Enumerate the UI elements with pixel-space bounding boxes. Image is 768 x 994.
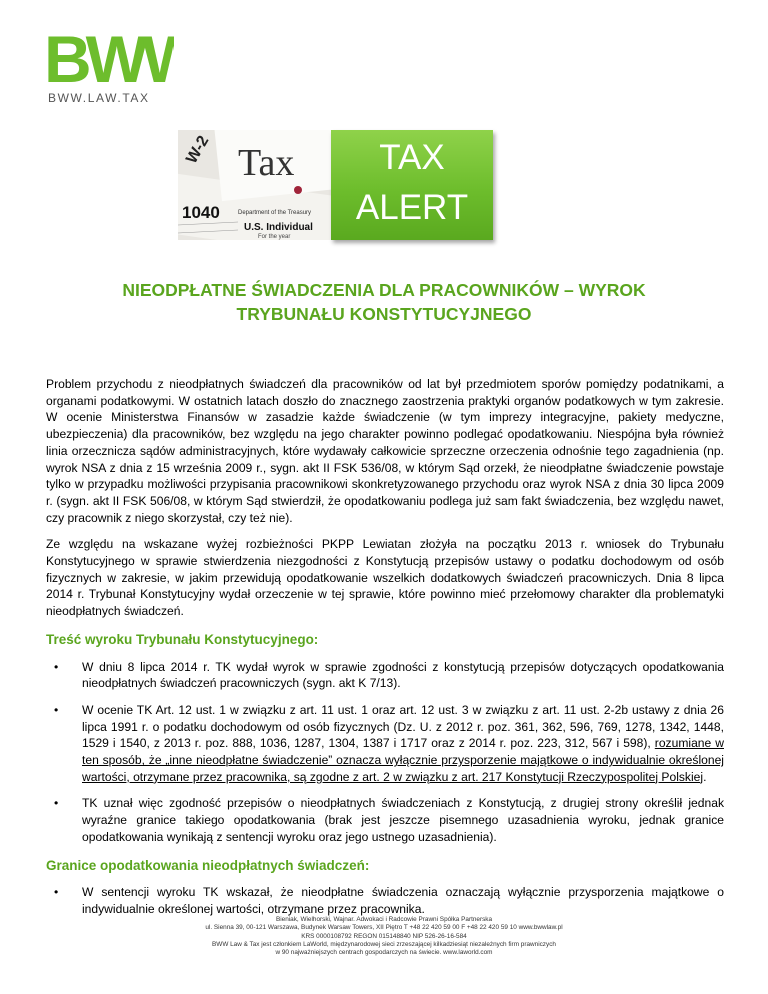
paragraph: Ze względu na wskazane wyżej rozbieżności PKPP Lewiatan złożyła na początku 2013 r. wniosek do Trybunału Konstytucyjnego w sprawie stwierdzenia niezgodności z Konstytucją przepisów ustawy o podatku dochodowym od osób fizycznych w zakresie, w jakim przewidują opodatkowanie wszelkich dodatkowych świadczeń pracowniczych. Dnia 8 lipca 2014 r. Trybunał Konstytucyjny wydał orzeczenie w tej sprawie, które powinno mieć przełomowy charakter dla problematyki nieodpłatnych świadczeń. <box>46 537 724 619</box>
svg-text:U.S. Individual: U.S. Individual <box>244 222 313 233</box>
list-item: • TK uznał więc zgodność przepisów o nieodpłatnych świadczeniach z Konstytucją, z drugiej strony określił jednak wyraźne granice takiego opodatkowania (brak jest jeszcze pisemnego uzasadnienia wyroku, jednak granice opodatkowania wynikają z sentencji wyroku oraz jego ustnego uzasadnienia). <box>54 796 724 844</box>
banner-line-1: TAX <box>379 138 445 177</box>
footer-line: Bieniak, Wielhorski, Wajnar. Adwokaci i Radcowie Prawni Spółka Partnerska <box>275 916 493 923</box>
bullet-icon: • <box>54 702 59 717</box>
tax-alert-banner <box>331 130 493 240</box>
footer-line: ul. Sienna 39, 00-121 Warszawa, Budynek Warsaw Towers, XII Piętro T +48 22 420 59 00 F +48 22 420 59 10 www.bwwlaw.pl <box>205 924 563 932</box>
title-line-2: TRYBUNAŁU KONSTYTUCYJNEGO <box>236 304 532 324</box>
footer-line: KRS 0000108792 REGON 015148840 NIP 526-26-16-584 <box>301 932 467 940</box>
banner-line-2: ALERT <box>355 188 469 227</box>
footer-line: w 90 najważniejszych centrach gospodarczych na świecie. www.laworld.com <box>275 949 493 957</box>
bullet-list <box>46 659 724 846</box>
list-item: • W ocenie TK Art. 12 ust. 1 w związku z art. 11 ust. 1 oraz art. 12 ust. 3 w związku z art. 11 ust. 2-2b ustawy z dnia 26 lipca 1991 r. o podatku dochodowym od osób fizycznych (Dz. U. z 2012 r. poz. 361, 362, 596, 769, 1278, 1342, 1448, 1529 i 1540, z 2013 r. poz. 888, 1036, 1287, 1304, 1387 i 1717 oraz z 2014 r. poz. 223, 312, 567 i 598), rozumiane w ten sposób, że „inne nieodpłatne świadczenie” oznacza wyłącznie przysporzenie majątkowe o indywidualnie określonej wartości, otrzymane przez pracownika, są zgodne z art. 2 w związku z art. 217 Konstytucji Rzeczypospolitej Polskiej. <box>54 702 724 784</box>
logo-tagline: BWW.LAW.TAX <box>48 91 150 105</box>
page-footer <box>0 916 768 957</box>
bww-logo-mark <box>44 28 174 90</box>
bullet-icon: • <box>54 659 59 674</box>
bullet-icon: • <box>54 796 59 811</box>
list-item: • W sentencji wyroku TK wskazał, że nieodpłatne świadczenia oznaczają wyłącznie przysporzenia majątkowe o indywidualnie określonej wartości, otrzymane przez pracownika. <box>54 885 724 916</box>
section-heading: Granice opodatkowania nieodpłatnych świadczeń: <box>46 857 370 873</box>
svg-text:W-2: W-2 <box>183 133 213 167</box>
svg-text:Department of the Treasury: Department of the Treasury <box>238 210 312 216</box>
section-heading: Treść wyroku Trybunału Konstytucyjnego: <box>46 631 319 647</box>
article-body <box>46 376 724 928</box>
underlined-ruling: rozumiane w ten sposób, że „inne nieodpłatne świadczenie” oznacza wyłącznie przysporzenie majątkowe o indywidualnie określonej wartości, otrzymane przez pracownika, są zgodne z art. 2 w związku z art. 217 Konstytucji Rzeczypospolitej Polskiej <box>82 736 724 784</box>
footer-line: BWW Law & Tax jest członkiem LaWorld, międzynarodowej sieci zrzeszającej kilkadziesiąt niezależnych firm prawniczych <box>212 940 556 948</box>
bullet-list <box>46 884 724 917</box>
paragraph: Problem przychodu z nieodpłatnych świadczeń dla pracowników od lat był przedmiotem sporów pomiędzy podatnikami, a organami podatkowymi. W ostatnich latach doszło do znacznego zaostrzenia praktyki organów podatkowych w tym zakresie. W ocenie Ministerstwa Finansów w zasadzie każde świadczenie (w tym imprezy integracyjne, pakiety medyczne, ubezpieczenia) dla pracowników, bez względu na jego charakter powinno podlegać opodatkowaniu. Niespójna była również linia orzecznicza sądów administracyjnych, które wydawały całkowicie sprzeczne orzeczenia odnośnie tego zagadnienia (np. wyrok NSA z dnia z 15 września 2009 r., sygn. akt II FSK 536/08, w którym Sąd orzekł, że nieodpłatne świadczenie powstaje tylko w przypadku możliwości przypisania pracownikowi skonkretyzowanego przychodu oraz wyrok NSA z dnia 30 lipca 2009 r. (sygn. akt II FSK 506/08, w którym Sąd stwierdził, że opodatkowaniu podlega już sam fakt świadczenia, bez względu nawet, czy pracownik z niego skorzystał, czy też nie). <box>46 377 724 525</box>
bullet-icon: • <box>54 885 59 900</box>
svg-text:1040: 1040 <box>182 203 220 222</box>
page-title <box>40 278 728 326</box>
tax-forms-image <box>178 130 332 240</box>
title-line-1: NIEODPŁATNE ŚWIADCZENIA DLA PRACOWNIKÓW – WYROK <box>122 280 646 300</box>
list-item: • W dniu 8 lipca 2014 r. TK wydał wyrok w sprawie zgodności z konstytucją przepisów dotyczących opodatkowania nieodpłatnych świadczeń pracowniczych (sygn. akt K 7/13). <box>54 659 724 691</box>
svg-text:Tax: Tax <box>238 142 295 184</box>
svg-text:For the year: For the year <box>258 234 291 240</box>
logo-letters: BWW <box>44 28 174 90</box>
